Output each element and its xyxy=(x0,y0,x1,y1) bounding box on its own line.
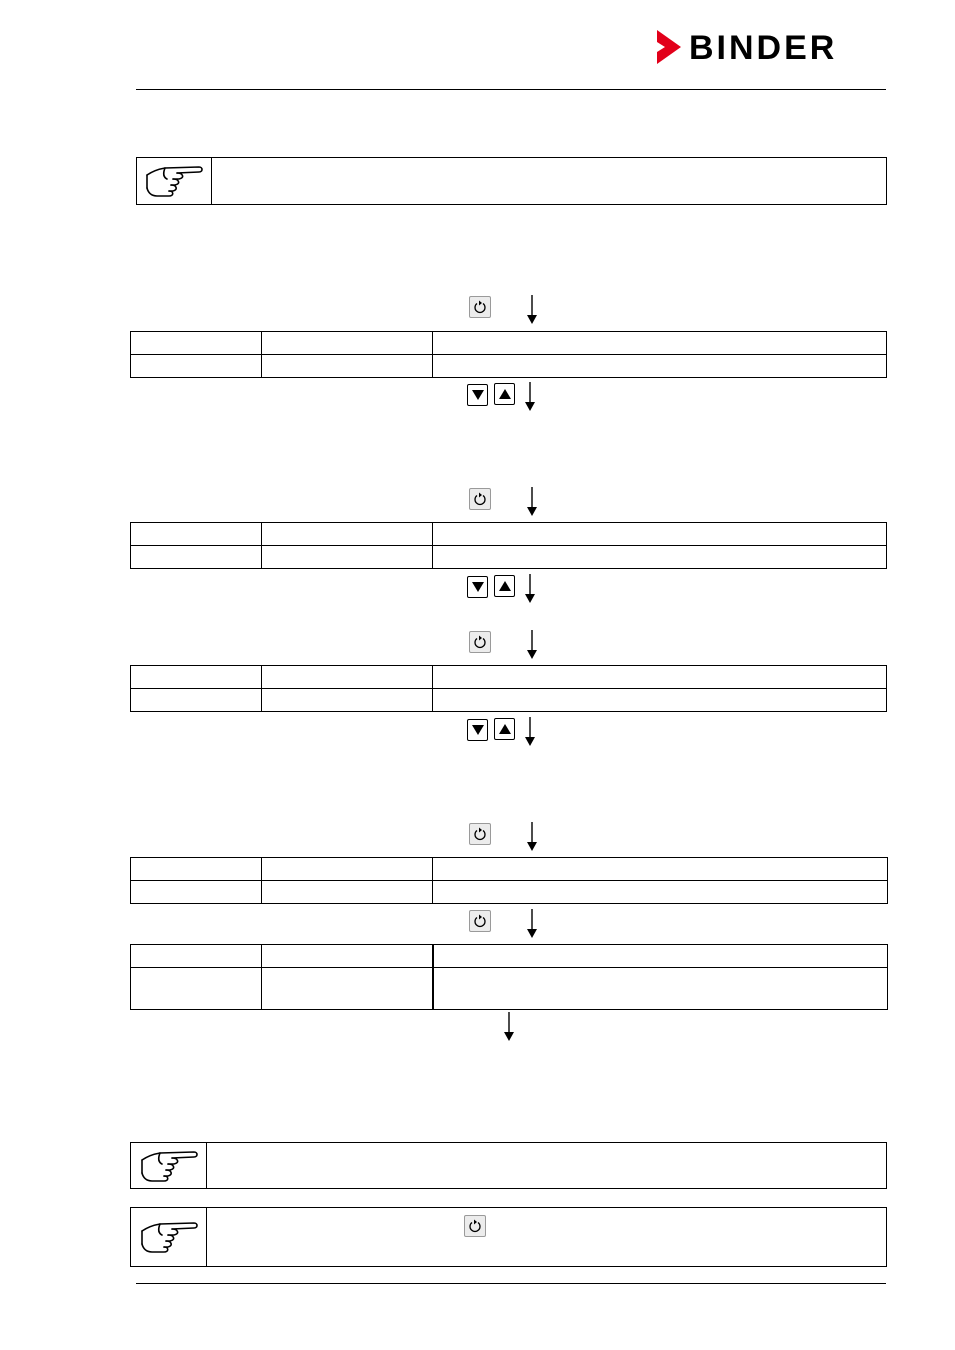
table-cell xyxy=(131,689,262,712)
up-key-button[interactable] xyxy=(494,383,515,405)
pointing-hand-icon xyxy=(138,1146,200,1186)
table-cell xyxy=(131,881,262,904)
enter-key-button[interactable] xyxy=(469,488,491,510)
note-text xyxy=(212,158,886,204)
down-arrow-key-icon xyxy=(472,724,484,736)
pointing-hand-icon xyxy=(138,1217,200,1257)
binder-logo-mark-icon xyxy=(657,30,681,64)
display-table xyxy=(130,331,887,378)
pointing-hand-icon xyxy=(143,161,205,201)
display-table xyxy=(130,522,887,569)
table-cell xyxy=(262,689,433,712)
enter-key-button[interactable] xyxy=(469,910,491,932)
enter-key-button[interactable] xyxy=(464,1215,486,1237)
down-arrow-key-icon xyxy=(472,389,484,401)
table-row xyxy=(131,332,887,355)
enter-key-button[interactable] xyxy=(469,631,491,653)
flow-arrow-icon xyxy=(525,822,539,852)
footer-rule xyxy=(136,1283,886,1284)
table-cell xyxy=(131,523,262,546)
display-table xyxy=(130,857,888,904)
flow-arrow-icon xyxy=(525,487,539,517)
up-arrow-key-icon xyxy=(499,388,511,400)
down-key-button[interactable] xyxy=(467,384,488,406)
note-box xyxy=(130,1207,887,1267)
table-cell xyxy=(433,945,888,968)
enter-key-button[interactable] xyxy=(469,296,491,318)
table-cell xyxy=(131,332,262,355)
table-cell xyxy=(433,858,888,881)
table-cell xyxy=(262,858,433,881)
table-cell xyxy=(433,355,887,378)
table-row xyxy=(131,689,887,712)
down-key-button[interactable] xyxy=(467,719,488,741)
note-hand-cell xyxy=(137,158,212,204)
table-cell xyxy=(433,689,887,712)
table-row xyxy=(131,945,888,968)
table-cell xyxy=(131,546,262,569)
table-cell xyxy=(433,546,887,569)
display-table xyxy=(130,944,888,1010)
table-cell xyxy=(262,945,433,968)
display-table xyxy=(130,665,887,712)
flow-arrow-icon xyxy=(525,909,539,939)
enter-key-icon xyxy=(473,914,487,928)
table-cell xyxy=(433,332,887,355)
enter-key-icon xyxy=(473,635,487,649)
table-cell xyxy=(131,858,262,881)
table-cell xyxy=(262,355,433,378)
table-cell xyxy=(262,546,433,569)
enter-key-icon xyxy=(468,1219,482,1233)
table-cell xyxy=(262,523,433,546)
table-cell xyxy=(433,523,887,546)
note-hand-cell xyxy=(131,1208,207,1266)
table-cell xyxy=(433,968,888,1010)
up-key-button[interactable] xyxy=(494,718,515,740)
enter-key-icon xyxy=(473,492,487,506)
up-key-button[interactable] xyxy=(494,575,515,597)
table-cell xyxy=(433,666,887,689)
table-row xyxy=(131,666,887,689)
enter-key-icon xyxy=(473,827,487,841)
table-row xyxy=(131,355,887,378)
table-row xyxy=(131,881,888,904)
enter-key-button[interactable] xyxy=(469,823,491,845)
table-cell xyxy=(131,355,262,378)
note-text xyxy=(207,1208,886,1266)
note-text xyxy=(207,1143,886,1188)
table-cell xyxy=(131,968,262,1010)
table-cell xyxy=(131,666,262,689)
down-arrow-key-icon xyxy=(472,581,484,593)
table-row xyxy=(131,968,888,1010)
table-cell xyxy=(131,945,262,968)
table-cell xyxy=(262,332,433,355)
table-row xyxy=(131,523,887,546)
flow-arrow-icon xyxy=(502,1012,516,1042)
table-cell xyxy=(262,968,433,1010)
up-arrow-key-icon xyxy=(499,580,511,592)
table-cell xyxy=(262,881,433,904)
flow-arrow-icon xyxy=(523,574,537,604)
flow-arrow-icon xyxy=(525,295,539,325)
table-cell xyxy=(433,881,888,904)
table-row xyxy=(131,546,887,569)
flow-arrow-icon xyxy=(523,717,537,747)
header-rule xyxy=(136,89,886,90)
brand-logo xyxy=(657,30,889,66)
up-arrow-key-icon xyxy=(499,723,511,735)
table-row xyxy=(131,858,888,881)
down-key-button[interactable] xyxy=(467,576,488,598)
brand-name: BINDER xyxy=(689,29,838,67)
flow-arrow-icon xyxy=(523,382,537,412)
note-box xyxy=(130,1142,887,1189)
note-hand-cell xyxy=(131,1143,207,1188)
enter-key-icon xyxy=(473,300,487,314)
note-box xyxy=(136,157,887,205)
flow-arrow-icon xyxy=(525,630,539,660)
table-cell xyxy=(262,666,433,689)
